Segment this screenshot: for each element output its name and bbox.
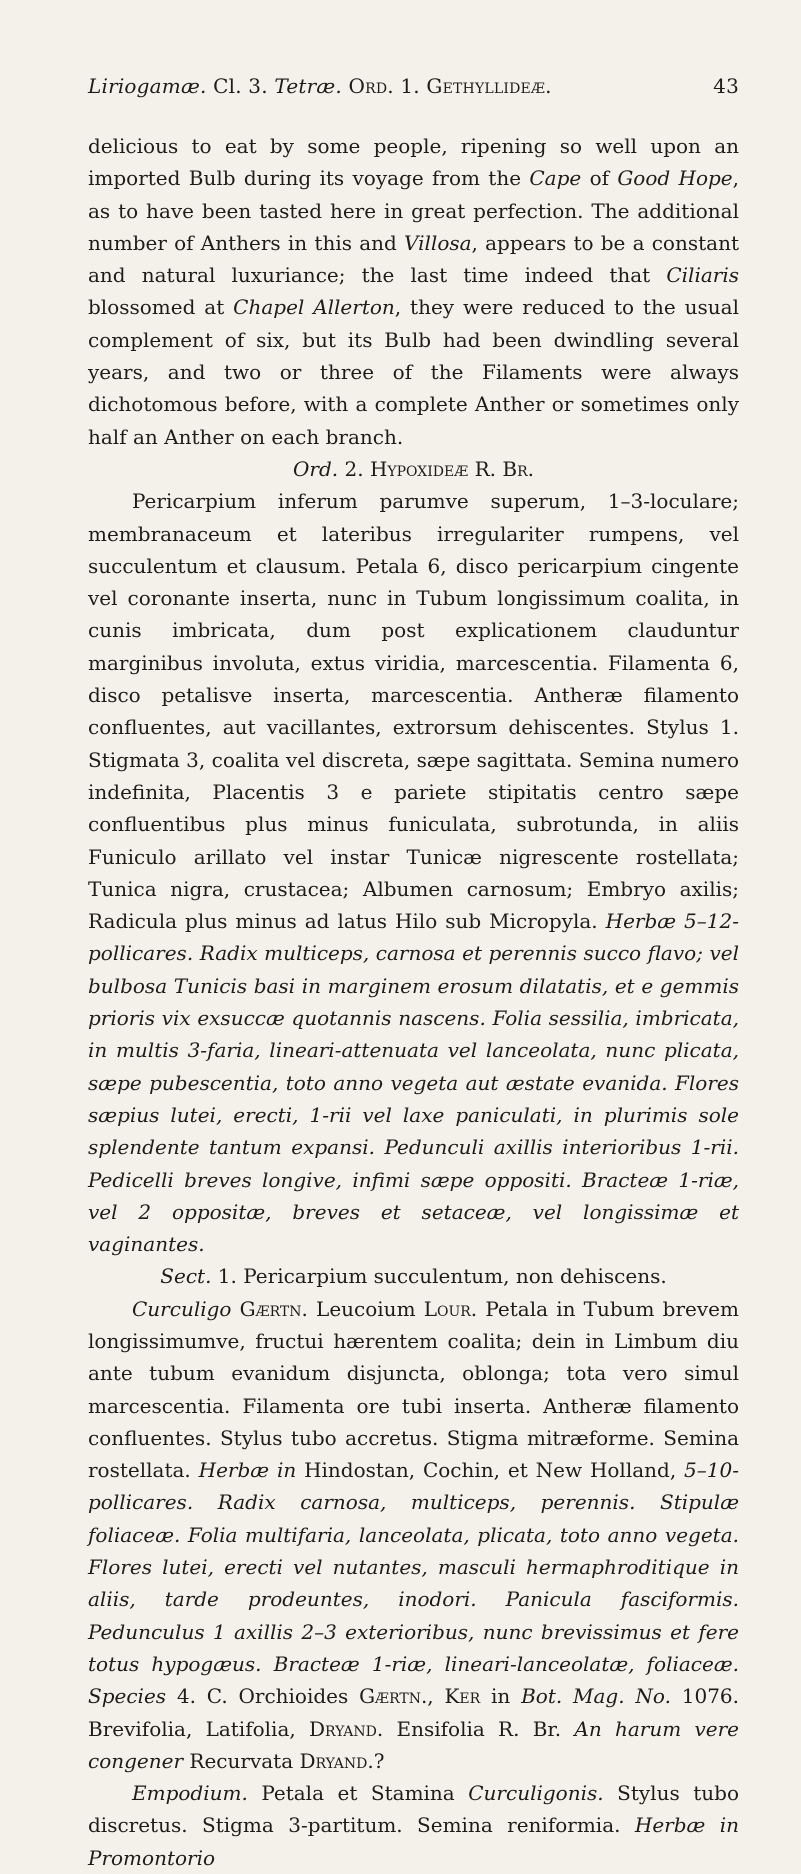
running-head-class: Liriogamæ. — [88, 74, 207, 98]
order-heading: Ord. 2. Hypoxideæ R. Br. — [293, 456, 534, 481]
section-heading: Sect. 1. Pericarpium succulentum, non dehiscens. — [160, 1264, 667, 1289]
page-number: 43 — [713, 74, 739, 98]
running-head-order: Ord. 1. Gethyllideæ. — [341, 74, 552, 98]
order-description: Pericarpium inferum parumve superum, 1–3-loculare; membranaceum et lateribus irregulariter rumpens, vel succulentum et clausum. Petala 6, disco pericarpium cingente vel coronante inserta, nunc in Tubum longissimum coalita, in cunis imbricata, dum post explicationem clauduntur marginibus involuta, extus viridia, marcescentia. Filamenta 6, disco petalisve inserta, marcescentia. Antheræ filamento confluentes, aut vacillantes, extrorsum dehiscentes. Stylus 1. Stigmata 3, coalita vel discreta, sæpe sagittata. Semina numero indefinita, Placentis 3 e pariete stipitatis centro sæpe confluentibus plus minus funiculata, subrotunda, in aliis Funiculo arillato vel instar Tunicæ nigrescente rostellata; Tunica nigra, crustacea; Albumen carnosum; Embryo axilis; Radicula plus minus ad latus Hilo sub Micropyla. Herbæ 5–12-pollicares. Radix multiceps, carnosa et perennis succo flavo; vel bulbosa Tunicis basi in marginem erosum dilatatis, et e gemmis prioris vix exsuccæ quotannis nascens. Folia sessilia, imbricata, in multis 3-faria, lineari-attenuata vel lanceolata, nunc plicata, sæpe pubescentia, toto anno vegeta aut æstate evanida. Flores sæpius lutei, erecti, 1-rii vel laxe paniculati, in plurimis sole splendente tantum expansi. Pedunculi axillis interioribus 1-rii. Pedicelli breves longive, infimi sæpe oppositi. Bracteæ 1-riæ, vel 2 oppositæ, breves et setaceæ, vel longissimæ et vaginantes. — [88, 489, 739, 1257]
running-head-tetrae: Tetræ. — [274, 74, 342, 98]
running-head-title — [88, 70, 552, 102]
running-head — [88, 70, 739, 102]
genus-curculigo: Curculigo Gærtn. Leucoium Lour. Petala in Tubum brevem longissimumve, fructui hærentem coalita; dein in Limbum diu ante tubum evanidum disjuncta, oblonga; tota vero simul marcescentia. Filamenta ore tubi inserta. Antheræ filamento confluentes. Stylus tubo accretus. Stigma mitræforme. Semina rostellata. Herbæ in Hindostan, Cochin, et New Holland, 5–10-pollicares. Radix carnosa, multiceps, perennis. Stipulæ foliaceæ. Folia multifaria, lanceolata, plicata, toto anno vegeta. Flores lutei, erecti vel nutantes, masculi hermaphroditique in aliis, tarde prodeuntes, inodori. Panicula fasciformis. Pedunculus 1 axillis 2–3 exterioribus, nunc brevissimus et fere totus hypogæus. Bracteæ 1-riæ, lineari-lanceolatæ, foliaceæ. Species 4. C. Orchioides Gærtn., Ker in Bot. Mag. No. 1076. Brevifolia, Latifolia, Dryand. Ensifolia R. Br. An harum vere congener Recurvata Dryand.? — [88, 1296, 739, 1773]
running-head-cl: Cl. 3. — [206, 74, 275, 98]
paragraph-continuation: delicious to eat by some people, ripening so well upon an imported Bulb during its voyage from the Cape of Good Hope, as to have been tasted here in great perfection. The additional number of Anthers in this and Villosa, appears to be a constant and natural luxuriance; the last time indeed that Ciliaris blossomed at Chapel Allerton, they were reduced to the usual complement of six, but its Bulb had been dwindling several years, and two or three of the Filaments were always dichotomous before, with a complete Anther or sometimes only half an Anther on each branch. — [88, 134, 739, 449]
genus-empodium: Empodium. Petala et Stamina Curculigonis. Stylus tubo discretus. Stigma 3-partitum. Semina reniformia. Herbæ in Promontorio — [88, 1781, 739, 1870]
